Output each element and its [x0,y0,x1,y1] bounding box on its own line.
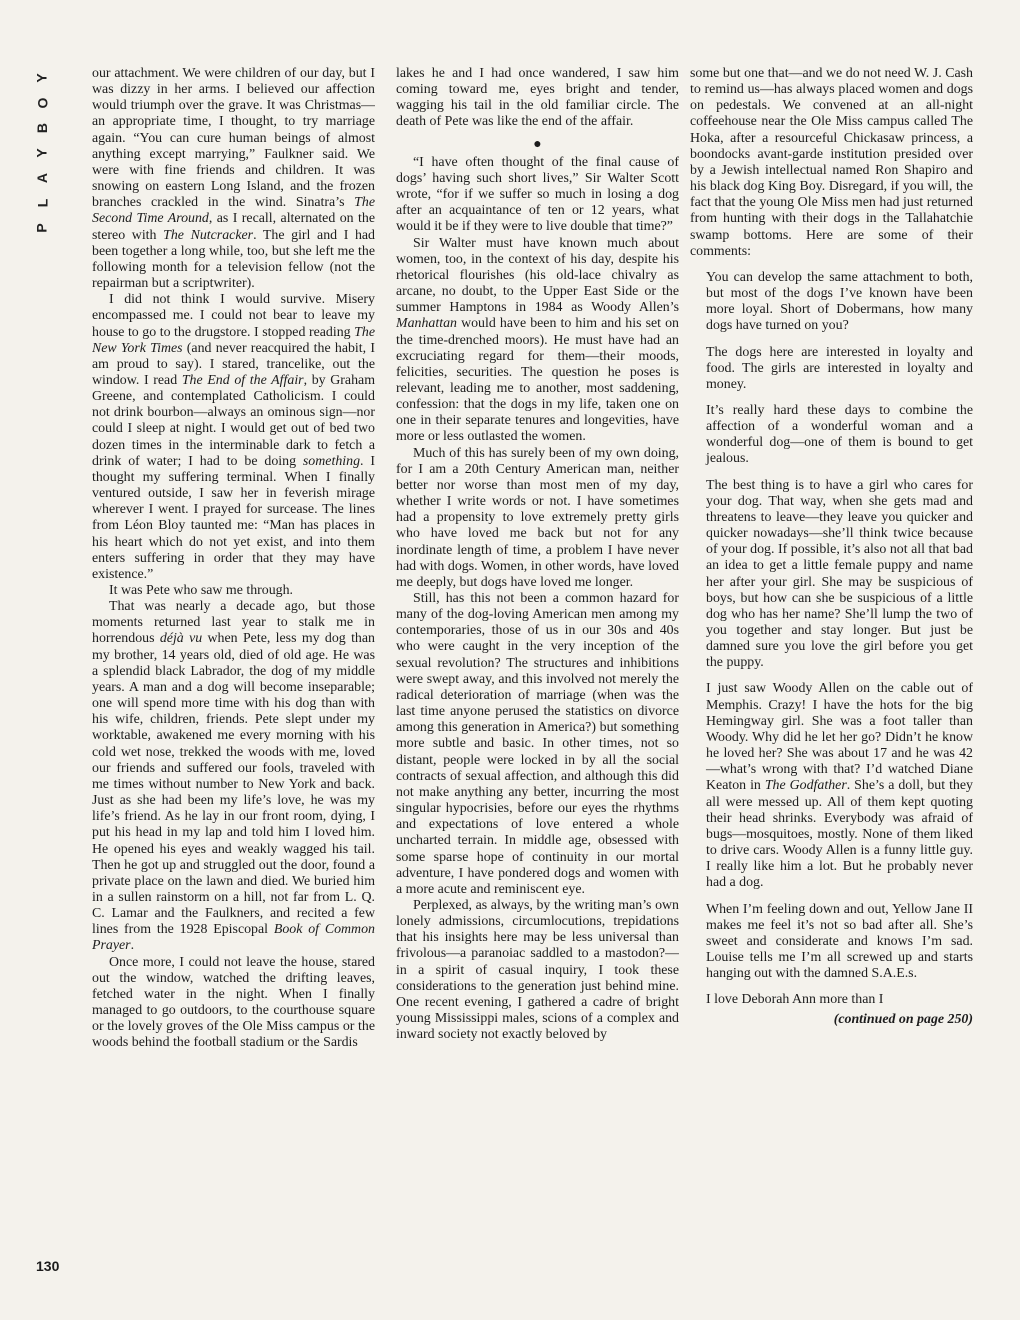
article-column-2 [396,66,679,1291]
quote-paragraph: The best thing is to have a girl who cares for your dog. That way, when she gets mad and threatens to leave—they leave you quicker and quicker nowadays—she’ll think twice because of your dog. If possible, it’s also not all that bad an idea to get a little female puppy and name her after your girl. She may be suspicious of boys, but how can she be suspicious of a little dog who has her name? She’ll lump the two of you together and stay longer. But just be damned sure you love the girl before you get the puppy. [706,477,973,671]
masthead-letter: A [34,172,50,184]
paragraph: our attachment. We were children of our day, but I was dizzy in her arms. I believed our affection would triumph over the grave. It was Christmas—an appropriate time, I thought, to try marriage again. “You can cure human beings of almost anything except marrying,” Faulkner said. We were with fine friends and children. It was snowing on eastern Long Island, and the frozen branches crackled in the wind. Sinatra’s The Second Time Around, as I recall, alternated on the stereo with The Nutcracker. The girl and I had been together a long while, too, but she left me the following month for a television fellow (not the repairman but a scriptwriter). [92,66,375,292]
masthead-letter: Y [34,73,50,83]
paragraph: I did not think I would survive. Misery encompassed me. I could not bear to leave my house to go to the drugstore. I stopped reading The New York Times (and never reacquired the habit, I am proud to say). I stared, trancelike, out the window. I read The End of the Affair, by Graham Greene, and contemplated Catholicism. I could not drink bourbon—always an ominous sign—nor could I sleep at night. I would get out of bed two dozen times in the interminable dark to fetch a drink of water; I had to be doing something. I thought my suffering terminal. When I finally ventured outside, I saw her in feverish mirage wherever I went. I prayed for surcease. The lines from Léon Bloy taunted me: “Man has places in his heart which do not yet exist, and into them enters suffering in order that they may have existence.” [92,292,375,582]
paragraph: lakes he and I had once wandered, I saw him coming toward me, eyes bright and tender, wagging his tail in the old familiar circle. The death of Pete was like the end of the affair. [396,66,679,130]
masthead-letter: B [34,122,50,134]
paragraph: some but one that—and we do not need W. J. Cash to remind us—has always placed women and dogs on pedestals. We convened at an all-night coffeehouse near the Ole Miss campus called The Hoka, after a resourceful Chickasaw princess, a boondocks avant-garde institution presided over by a Jewish intellectual named Ron Shapiro and his black dog King Boy. Disregard, if you will, the fact that the young Ole Miss men had just returned from hunting with their dogs in the Tallahatchie swamp bottoms. Here are some of their comments: [690,66,973,259]
article-column-3 [690,66,973,1291]
masthead-letter: Y [34,148,50,158]
quote-paragraph: I just saw Woody Allen on the cable out of Memphis. Crazy! I have the hots for the big Hemingway girl. She was a foot taller than Woody. Why did he let her go? Didn’t he know he loved her? She was about 17 and he was 42—what’s wrong with that? I’d watched Diane Keaton in The Godfather. She’s a doll, but they all were messed up. All of them kept quoting their head shrinks. Everybody was afraid of bugs—mosquitoes, mostly. None of them liked to drive cars. Woody Allen is a funny little guy. I really like him a lot. But he probably never had a dog. [706,681,973,891]
paragraph: Still, has this not been a common hazard for many of the dog-loving American men among my contemporaries, those of us in our 30s and 40s who were caught in the very inception of the sexual revolution? The structures and inhibitions were swept away, and this involved not merely the radical deterioration of marriage (when was the last time anyone perused the statistics on divorce among this generation in America?) but something more subtle and basic. In other times, not so distant, people were locked in by all the social contracts of sexual affection, and although this did not make anything any better, incurring the most singular hypocrisies, before our eyes the rhythms and expectations of love entered a whole uncharted terrain. In middle age, obsessed with some sparse hope of continuity in our mortal adventure, I have pondered dogs and women with a more acute and reminiscent eye. [396,591,679,897]
page-number: 130 [36,1258,60,1274]
section-break: ● [533,136,542,152]
masthead-letter: P [34,223,50,233]
quote-paragraph: You can develop the same attachment to both, but most of the dogs I’ve known have been more loyal. Short of Dobermans, how many dogs have turned on you? [706,269,973,334]
masthead-letter: O [33,97,50,109]
paragraph: Much of this has surely been of my own doing, for I am a 20th Century American man, neither better nor worse than most men of my day, whether I write words or not. I have sometimes had a propensity to love extremely pretty girls who have loved me back but not for any inordinate length of time, a problem I have never had with dogs. Women, in other words, have loved me deeply, but dogs have loved me longer. [396,445,679,590]
quote-paragraph: It’s really hard these days to combine the affection of a wonderful woman and a wonderful dog—one of them is bound to get jealous. [706,402,973,467]
paragraph: Sir Walter must have known much about women, too, in the context of his day, despite his rhetorical flourishes (his old-lace chivalry as arcane, no doubt, to the Upper East Side or the summer Hamptons in 1984 as Woody Allen’s Manhattan would have been to him and his set on the time-drenched moors). He must have had an excruciating regard for them—their moods, felicities, securities. The question he poses is relevant, leading me to another, most saddening, confession: that the dogs in my life, taken one on one in their separate tenures and longevities, have more or less outlasted the women. [396,235,679,445]
paragraph: That was nearly a decade ago, but those moments returned last year to stalk me in horrendous déjà vu when Pete, less my dog than my brother, 14 years old, died of old age. He was a splendid black Labrador, the dog of my middle years. A man and a dog will become inseparable; one will spend more time with his dog than with his wife, children, friends. Pete slept under my worktable, awakened me every morning with his cold wet nose, trekked the woods with me, loved our friends and suffered our fools, traveled with me times without number to New York and back. Just as she had been my life’s love, he was my life’s friend. As he lay in our front room, dying, I put his head in my lap and told him I loved him. He opened his eyes and weakly wagged his tail. Then he got up and struggled out the door, found a private place on the lawn and died. We buried him in a sullen rainstorm on a hill, not far from L. Q. C. Lamar and the Faulkners, and recited a few lines from the 1928 Episcopal Book of Common Prayer. [92,599,375,954]
paragraph: It was Pete who saw me through. [109,583,294,598]
masthead-letter: L [34,198,50,208]
article-column-1 [92,66,375,1291]
paragraph: “I have often thought of the final cause of dogs’ having such short lives,” Sir Walter Scott wrote, “for if we suffer so much in losing a dog after an acquaintance of ten or 12 years, what would it be if they were to live double that time?” [396,154,679,235]
masthead-vertical [32,70,52,236]
quote-paragraph: When I’m feeling down and out, Yellow Jane II makes me feel it’s not so bad after all. She’s sweet and considerate and knows I’m sad. Louise tells me I’m all screwed up and starts hanging out with the damned S.A.E.s. [706,901,973,982]
continuation-note: (continued on page 250) [833,1012,973,1028]
quote-paragraph: The dogs here are interested in loyalty and food. The girls are interested in loyalty and money. [706,344,973,392]
paragraph: Once more, I could not leave the house, stared out the window, watched the drifting leaves, fetched water in the night. When I finally managed to go outdoors, to the courthouse square or the lovely groves of the Ole Miss campus or the woods behind the football stadium or the Sardis [92,954,375,1051]
quote-paragraph: I love Deborah Ann more than I [706,992,884,1008]
paragraph: Perplexed, as always, by the writing man’s own lonely admissions, circumlocutions, trepidations that his insights here may be less universal than frivolous—a paranoiac saddled to a mastodon?—in a spirit of casual inquiry, I took these considerations to the generation just behind mine. One recent evening, I gathered a cadre of bright young Mississippi males, scions of a complex and inward society not exactly beloved by [396,897,679,1043]
